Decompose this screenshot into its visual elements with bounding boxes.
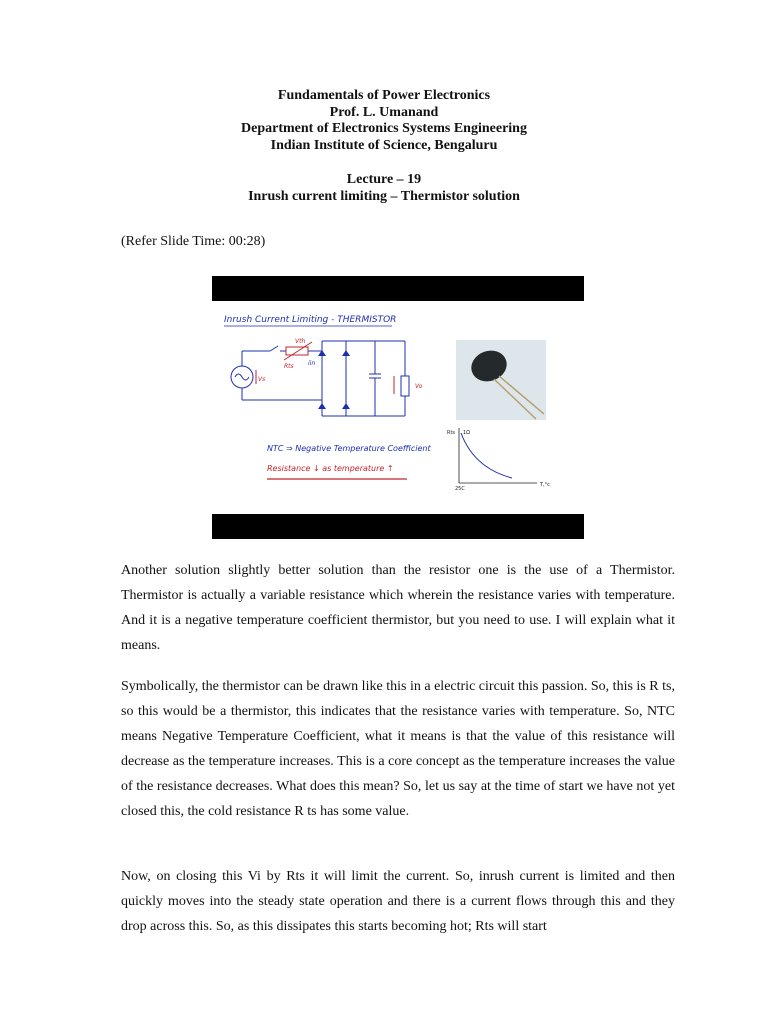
graph-x-start-label: 25C (455, 486, 465, 492)
document-header (0, 88, 768, 154)
thermistor-photo (456, 340, 546, 420)
label-vs: Vs (258, 376, 266, 383)
lecture-slide (212, 276, 584, 539)
institute-name: Indian Institute of Science, Bengaluru (270, 137, 498, 153)
department-name: Department of Electronics Systems Engineering (241, 121, 527, 136)
slide-title: Inrush Current Limiting - THERMISTOR (224, 315, 397, 325)
graph-y-label: Rts (447, 430, 456, 436)
paragraph-1: Another solution slightly better solution than the resistor one is the use of a Thermistor. Thermistor is actually a variable resistance which wherein the resistance varies with temperature. And it is a negative temperature coefficient thermistor, but you need to use. I will explain what it means. (121, 563, 675, 653)
label-rts: Rts (284, 363, 294, 370)
course-title: Fundamentals of Power Electronics (277, 88, 491, 103)
label-vth: Vth (295, 338, 306, 345)
slide-drawing (212, 276, 584, 539)
lecture-title: Inrush current limiting – Thermistor solution (248, 188, 520, 204)
ntc-definition: NTC ⇒ Negative Temperature Coefficient (267, 444, 431, 453)
graph-ohm-label: 1Ω (463, 430, 471, 436)
paragraph-3: Now, on closing this Vi by Rts it will limit the current. So, inrush current is limited and then quickly moves into the steady state operation and there is a current flows through this and they drop across this. So, as this dissipates this starts becoming hot; Rts will start (121, 869, 675, 934)
label-vo: Vo (415, 383, 423, 390)
refer-slide-time: (Refer Slide Time: 00:28) (121, 234, 266, 249)
graph-x-label: T,°c (540, 482, 550, 488)
lecture-heading (0, 172, 768, 205)
resistance-note: Resistance ↓ as temperature ↑ (267, 464, 394, 473)
professor-name: Prof. L. Umanand (329, 104, 439, 120)
lecture-number: Lecture – 19 (346, 172, 422, 187)
paragraph-2: Symbolically, the thermistor can be drawn like this in a electric circuit this passion. So, this is R ts, so this would be a thermistor, this indicates that the resistance varies with temperature. So, NTC means Negative Temperature Coefficient, what it means is that the value of this resistance will decrease as the temperature increases. This is a core concept as the temperature increases the value of the resistance decreases. What does this mean? So, let us say at the time of start we have not yet closed this, the cold resistance R ts has some value. (121, 679, 675, 819)
label-iin: iin (308, 360, 316, 367)
